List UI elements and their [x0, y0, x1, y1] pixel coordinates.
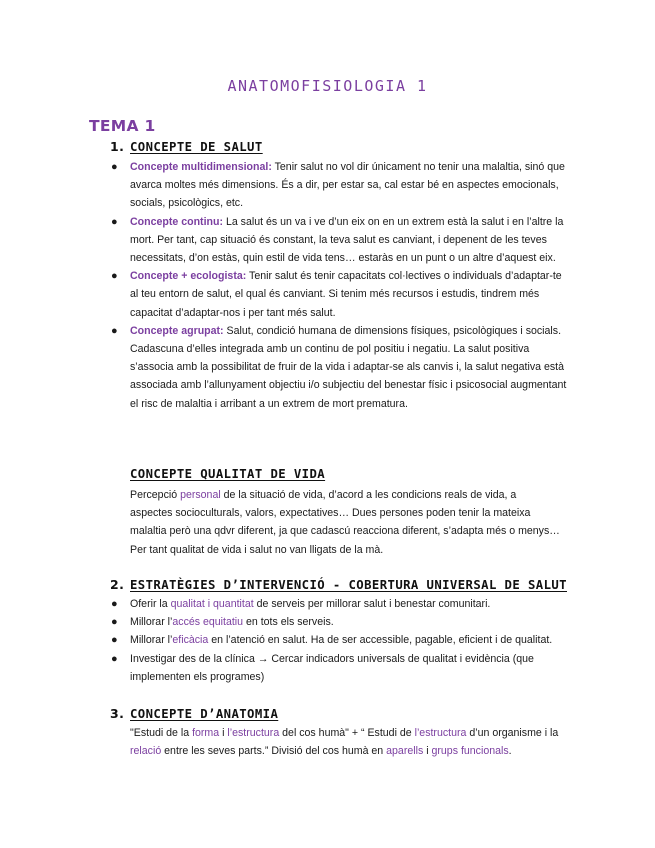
list-item	[109, 595, 569, 613]
list-item	[109, 267, 569, 322]
quality-of-life-paragraph	[130, 486, 560, 559]
paragraph-text: i	[423, 745, 432, 758]
list-item	[109, 213, 569, 268]
bullet-text: Salut, condició humana de dimensions físiques, psicològiques i socials. Cadascuna d’elles integrada amb un continu de pol positiu i negatiu. La salut positiva s’associa amb la possibilitat de fruir de la vida i adaptar-se als canvis i, la salut negativa està associada amb l’allunyament objectiu i/o subjectiu del benestar físic i psicosocial augmentant el risc de malaltia i arribant a un extrem de mort prematura.	[130, 324, 567, 410]
paragraph-text: i	[219, 727, 228, 739]
highlighted-term: l’estructura	[227, 727, 280, 739]
highlighted-term: grups funcionals	[431, 745, 509, 758]
section-number: 3.	[110, 706, 125, 721]
tema-heading: TEMA 1	[89, 117, 156, 135]
list-item	[109, 158, 569, 213]
section-number: 1.	[110, 139, 125, 154]
highlighted-term: personal	[180, 489, 221, 501]
paragraph-text: entre les seves parts.” Divisió del cos humà en	[161, 745, 387, 758]
bullet-icon: ●	[111, 598, 118, 610]
paragraph-text: d’un organisme i la	[466, 727, 559, 739]
section-1-heading	[110, 139, 263, 154]
term-label: Concepte agrupat:	[130, 324, 224, 337]
list-item	[109, 322, 569, 413]
document-title: ANATOMOFISIOLOGIA 1	[227, 77, 428, 95]
section-2-bullet-list	[109, 595, 569, 686]
bullet-text: Tenir salut no vol dir únicament no tenir una malaltia, sinó que avarca moltes més dimensions. És a dir, per estar sa, cal estar bé en aspectes emocionals, socials, psicològics, etc.	[130, 161, 565, 210]
paragraph-text: de la situació de vida, d’acord a les condicions reals de vida, a aspectes socioculturals, valors, expectatives… Dues persones poden tenir la mateixa malaltia però una qdvr diferent, ja que cadascú reacciona diferent, s’adapta més o menys… Per tant qualitat de vida i salut no van lligats de la mà.	[130, 489, 560, 556]
bullet-icon: ●	[111, 215, 118, 228]
section-3-heading	[110, 706, 278, 721]
bullet-text: en l’atenció en salut. Ha de ser accessible, pagable, eficient i de qualitat.	[208, 634, 553, 647]
paragraph-text: .	[508, 745, 512, 758]
bullet-text: Millorar l’	[130, 616, 173, 629]
section-title: CONCEPTE D’ANATOMIA	[130, 707, 279, 721]
bullet-text: Investigar des de la clínica → Cercar indicadors universals de qualitat i evidència (que implementen els programes)	[130, 652, 534, 683]
bullet-icon: ●	[111, 652, 118, 665]
list-item	[109, 631, 569, 649]
highlighted-term: forma	[192, 727, 220, 739]
list-item	[109, 650, 569, 686]
paragraph-text: "Estudi de la	[130, 727, 193, 739]
bullet-text: La salut és un va i ve d’un eix on en un extrem està la salut i en l’altre la mort. Per tant, cap situació és constant, la teva salut es canviant, i depenent de les teves necessitats, d’on estàs, quin estil de vida tens… estaràs en un punt o un altre d’aquest eix.	[130, 215, 564, 265]
highlighted-term: accés equitatiu	[172, 616, 244, 629]
paragraph-text: del cos humà" + “ Estudi de	[279, 727, 415, 739]
section-number: 2.	[110, 577, 125, 592]
highlighted-term: qualitat i quantitat	[170, 598, 254, 610]
bullet-text: de serveis per millorar salut i benestar comunitari.	[253, 598, 491, 610]
section-2-heading	[110, 577, 567, 592]
highlighted-term: l’estructura	[414, 727, 467, 739]
term-label: Concepte continu:	[130, 215, 223, 228]
bullet-icon: ●	[111, 161, 118, 173]
bullet-icon: ●	[111, 616, 118, 629]
bullet-icon: ●	[111, 324, 118, 337]
term-label: Concepte + ecologista:	[130, 270, 247, 283]
term-label: Concepte multidimensional:	[130, 161, 272, 173]
bullet-icon: ●	[111, 270, 118, 283]
subsection-title: CONCEPTE QUALITAT DE VIDA	[130, 467, 326, 481]
bullet-text: Tenir salut és tenir capacitats col·lectives o individuals d’adaptar-te al teu entorn de salut, el qual és canviant. Si tenim més recursos i estudis, tindrem més capacitat d’adaptar-nos i per tant més salut.	[130, 270, 562, 319]
list-item	[109, 613, 569, 631]
highlighted-term: aparells	[386, 745, 424, 758]
paragraph-text: Percepció	[130, 489, 181, 501]
section-title: CONCEPTE DE SALUT	[130, 140, 263, 154]
anatomy-paragraph	[130, 724, 560, 760]
highlighted-term: relació	[130, 745, 162, 758]
bullet-icon: ●	[111, 634, 118, 647]
bullet-text: Oferir la	[130, 598, 171, 610]
section-1-bullet-list	[109, 158, 569, 413]
section-title: ESTRATÈGIES D’INTERVENCIÓ - COBERTURA UNIVERSAL DE SALUT	[130, 578, 567, 592]
bullet-text: en tots els serveis.	[243, 616, 334, 629]
highlighted-term: eficàcia	[172, 634, 209, 647]
bullet-text: Millorar l’	[130, 634, 173, 647]
